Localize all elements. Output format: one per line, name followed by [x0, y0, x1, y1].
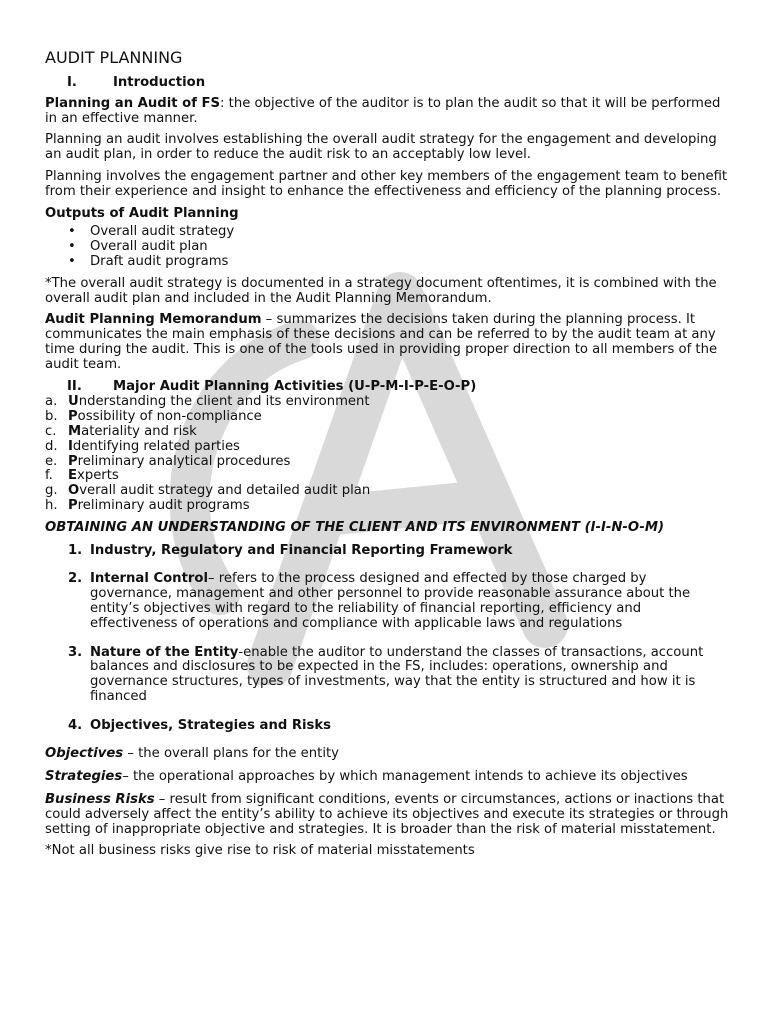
paragraph-planning-objective: Planning an Audit of FS: the objective of the auditor is to plan the audit so that it will be performed in an effective manner. [45, 95, 721, 126]
list-item: • Draft audit programs [45, 255, 730, 270]
list-item: d. Identifying related parties [45, 438, 240, 454]
outputs-list [45, 225, 730, 269]
list-item: c. Materiality and risk [45, 423, 197, 439]
paragraph-strategies: Strategies– the operational approaches by which management intends to achieve its objectives [45, 769, 688, 785]
list-item: f. Experts [45, 468, 119, 484]
list-item: 2. Internal Control– refers to the process designed and effected by those charged by governance, management and other personnel to provide reasonable assurance about the entity’s objectives with regard to the reliability of financial reporting, efficiency and effectiveness of operations and compliance with applicable laws and regulations [68, 571, 691, 631]
list-item: g. Overall audit strategy and detailed audit plan [45, 483, 371, 499]
list-item: 3. Nature of the Entity-enable the auditor to understand the classes of transactions, account balances and disclosures to be expected in the FS, includes: operations, ownership and governance structures, types of investments, way that the entity is structured and how it is financed [68, 644, 704, 704]
list-item: 1. Industry, Regulatory and Financial Reporting Framework [68, 542, 513, 558]
document-page [45, 48, 730, 866]
section-heading-introduction: I. Introduction [67, 75, 206, 90]
paragraph-engagement-team: Planning involves the engagement partner and other key members of the engagement team to benefit from their experience and insight to enhance the effectiveness and efficiency of the planning process. [45, 168, 728, 199]
section-heading-activities: II. Major Audit Planning Activities (U-P-M-I-P-E-O-P) [67, 378, 477, 394]
paragraph-memorandum: Audit Planning Memorandum – summarizes the decisions taken during the planning process. It communicates the main emphasis of these decisions and can be referred to by the audit team at any time during the audit. This is one of the tools used in providing proper direction to all members of the audit team. [45, 312, 718, 372]
activities-list [45, 395, 730, 513]
understanding-list [45, 544, 730, 734]
list-item: a. Understanding the client and its environment [45, 394, 370, 410]
outputs-heading: Outputs of Audit Planning [45, 205, 239, 221]
paragraph-objectives: Objectives – the overall plans for the entity [45, 746, 339, 762]
list-item: 4. Objectives, Strategies and Risks [68, 717, 332, 733]
list-item: h. Preliminary audit programs [45, 497, 250, 513]
paragraph-business-risks: Business Risks – result from significant conditions, events or circumstances, actions or inactions that could adversely affect the entity’s ability to achieve its objectives and execute its strategies or through setting of inappropriate objective and strategies. It is broader than the risk of material misstatement. [45, 792, 729, 837]
list-item: b. Possibility of non-compliance [45, 409, 262, 425]
document-title: AUDIT PLANNING [45, 48, 183, 67]
list-item: • Overall audit plan [45, 240, 730, 255]
strategy-note: *The overall audit strategy is documented in a strategy document oftentimes, it is combined with the overall audit plan and included in the Audit Planning Memorandum. [45, 275, 717, 306]
business-risks-note: *Not all business risks give rise to risk of material misstatements [45, 843, 475, 859]
paragraph-planning-involves: Planning an audit involves establishing the overall audit strategy for the engagement and developing an audit plan, in order to reduce the audit risk to an acceptably low level. [45, 132, 717, 163]
list-item: e. Preliminary analytical procedures [45, 453, 291, 469]
list-item: • Overall audit strategy [45, 225, 730, 240]
understanding-heading: OBTAINING AN UNDERSTANDING OF THE CLIENT AND ITS ENVIRONMENT (I-I-N-O-M) [45, 519, 664, 535]
